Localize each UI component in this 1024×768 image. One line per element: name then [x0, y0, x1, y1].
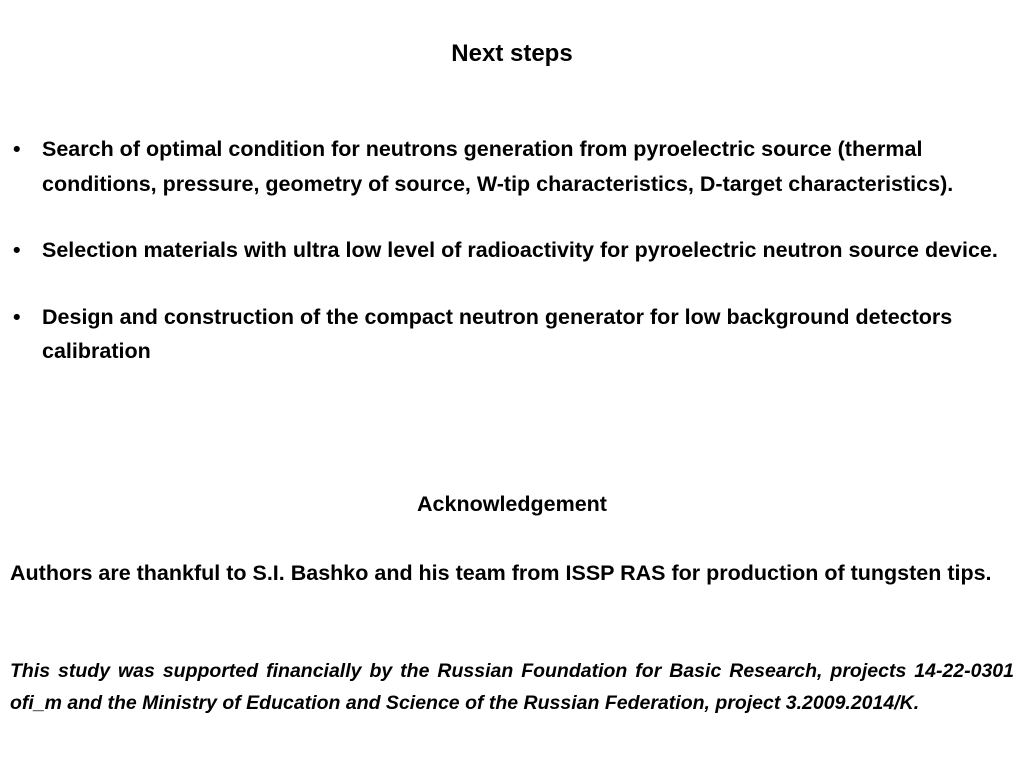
- next-steps-list: [10, 132, 1014, 401]
- bullet-item: [10, 300, 1014, 369]
- bullet-item: [10, 132, 1014, 201]
- funding-paragraph: This study was supported financially by the Russian Foundation for Basic Research, projects 14-22-0301 ofi_m and the Ministry of Education and Science of the Russian Federation, project 3.2009.2014/K.: [10, 660, 1014, 714]
- bullet-text: Design and construction of the compact neutron generator for low background detectors calibration: [42, 304, 953, 363]
- slide-title: Next steps: [451, 40, 573, 67]
- thanks-paragraph: Authors are thankful to S.I. Bashko and his team from ISSP RAS for production of tungsten tips.: [10, 561, 992, 585]
- bullet-icon: •: [13, 304, 21, 329]
- bullet-item: [10, 233, 1014, 268]
- bullet-icon: •: [13, 238, 21, 262]
- bullet-icon: •: [13, 137, 21, 161]
- acknowledgement-heading: Acknowledgement: [417, 492, 607, 516]
- bullet-text: Selection materials with ultra low level of radioactivity for pyroelectric neutron source device.: [42, 238, 998, 262]
- bullet-text: Search of optimal condition for neutrons generation from pyroelectric source (thermal conditions, pressure, geometry of source, W-tip characteristics, D-target characteristics).: [42, 137, 954, 196]
